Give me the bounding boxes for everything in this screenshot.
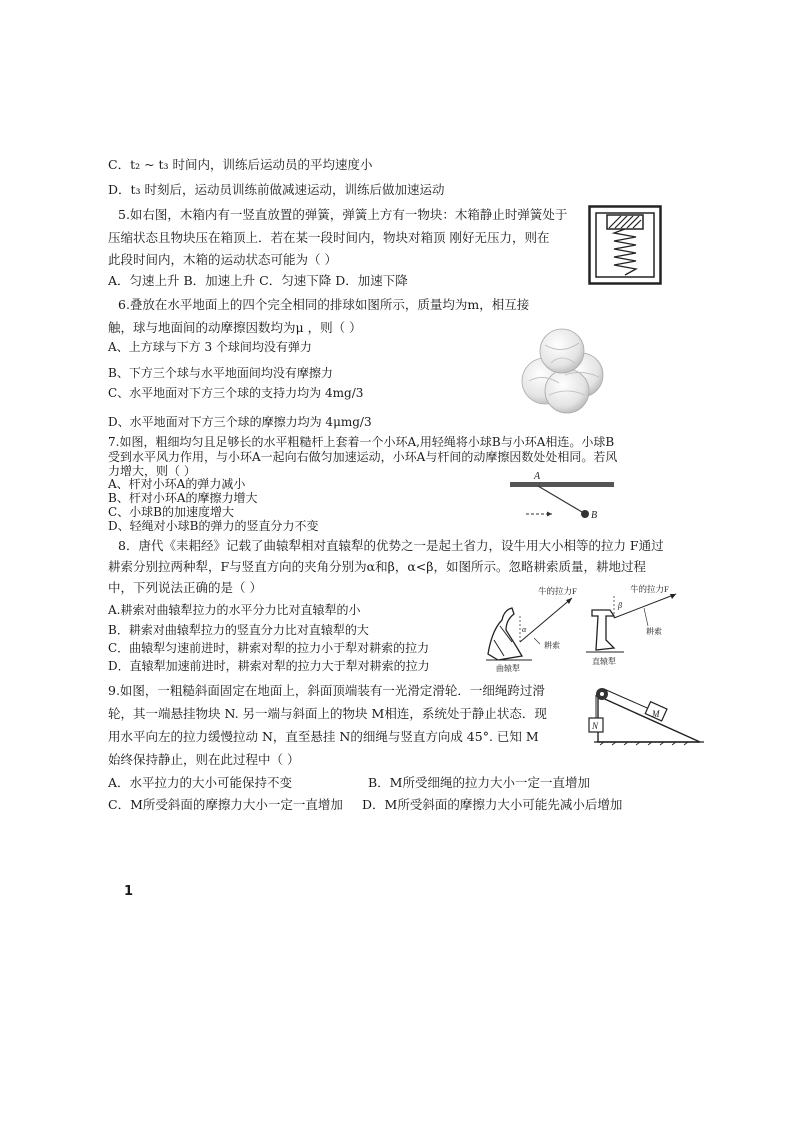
- q5-stem-line3: 此段时间内，木箱的运动状态可能为（ ）: [108, 252, 337, 267]
- q8-left-plow-name: 曲辕犁: [496, 664, 520, 672]
- q8-stem-line3: 中，下列说法正确的是（ ）: [108, 580, 262, 595]
- q6-stem-line2: 触，球与地面间的动摩擦因数均为μ ，则（ ）: [108, 320, 362, 335]
- q7-ring-rod-figure: [506, 468, 618, 526]
- q7-option-b: B、杆对小环A的摩擦力增大: [108, 491, 258, 505]
- q7-ball-b: [581, 510, 589, 518]
- q7-rod: [510, 482, 614, 487]
- q8-right-angle: β: [618, 601, 622, 610]
- q4-option-c: C．t₂ ~ t₃ 时间内，训练后运动员的平均速度小: [108, 157, 373, 172]
- q7-stem-line3: 力增大，则（ ）: [108, 464, 196, 478]
- q7-label-b: B: [591, 510, 598, 521]
- q6-option-d: D、水平地面对下方三个球的摩擦力均为 4μmg/3: [108, 415, 372, 429]
- q5-block: [607, 215, 643, 229]
- q5-box-spring-figure: [588, 205, 662, 285]
- q8-left-rope-label: 耕索: [544, 641, 560, 650]
- q9-stem-line2: 轮，其一端悬挂物块 N. 另一端与斜面上的物块 M相连，系统处于静止状态．现: [108, 706, 547, 721]
- q7-option-c: C、小球B的加速度增大: [108, 505, 235, 519]
- q6-volleyball-stack-figure: [515, 325, 615, 415]
- q6-stem-line1: 6.叠放在水平地面上的四个完全相同的排球如图所示，质量均为m，相互接: [118, 297, 530, 312]
- q6-ball-top: [540, 329, 584, 373]
- q6-option-c: C、水平地面对下方三个球的支持力均为 4mg/3: [108, 386, 364, 400]
- q9-stem-line1: 9.如图，一粗糙斜面固定在地面上，斜面顶端装有一光滑定滑轮．一细绳跨过滑: [108, 683, 545, 698]
- q7-option-a: A、杆对小环A的弹力减小: [108, 477, 246, 491]
- q9-stem-line4: 始终保持静止，则在此过程中（ ）: [108, 752, 300, 767]
- q5-spring: [614, 229, 636, 275]
- q5-stem-line2: 压缩状态且物块压在箱顶上．若在某一段时间内，物块对箱顶 刚好无压力，则在: [108, 230, 550, 245]
- q9-incline-pulley-figure: [580, 684, 708, 748]
- q9-option-c: C．M所受斜面的摩擦力大小一定一直增加: [108, 797, 343, 812]
- q7-option-d: D、轻绳对小球B的弹力的竖直分力不变: [108, 519, 319, 533]
- q9-label-m: M: [652, 709, 660, 719]
- q8-right-force-label: 牛的拉力F: [630, 584, 669, 594]
- q9-incline: [598, 696, 700, 742]
- q8-left-angle: α: [522, 625, 527, 634]
- q9-option-b: B．M所受细绳的拉力大小一定一直增加: [368, 775, 590, 790]
- q6-option-b: B、下方三个球与水平地面间均没有摩擦力: [108, 366, 333, 380]
- q8-right-plow-name: 直辕犁: [592, 657, 616, 666]
- q4-option-d: D．t₃ 时刻后，运动员训练前做减速运动，训练后做加速运动: [108, 182, 445, 197]
- q9-option-d: D．M所受斜面的摩擦力大小可能先减小后增加: [362, 797, 623, 812]
- q8-option-b: B．耕索对曲辕犁拉力的竖直分力比对直辕犁的大: [108, 623, 369, 637]
- q8-option-d: D．直辕犁加速前进时，耕索对犁的拉力大于犁对耕索的拉力: [108, 659, 430, 673]
- q8-stem-line1: 8．唐代《耒耜经》记载了曲辕犁相对直辕犁的优势之一是起土省力，设牛用大小相等的拉力 F通过: [118, 538, 664, 553]
- q7-label-a: A: [534, 471, 541, 482]
- q9-option-a: A．水平拉力的大小可能保持不变: [108, 775, 293, 790]
- q8-right-rope-label: 耕索: [646, 627, 662, 636]
- q5-stem-line1: 5.如右图，木箱内有一竖直放置的弹簧，弹簧上方有一物块：木箱静止时弹簧处于: [118, 207, 568, 222]
- q8-straight-plow-figure: [584, 570, 694, 670]
- q8-option-a: A.耕索对曲辕犁拉力的水平分力比对直辕犁的小: [108, 603, 361, 617]
- q8-stem-line2: 耕索分别拉两种犁，F与竖直方向的夹角分别为α和β，α<β，如图所示。忽略耕索质量，耕地过程: [108, 559, 646, 574]
- page-number: 1: [124, 884, 134, 899]
- q8-left-force-label: 牛的拉力F: [538, 586, 577, 596]
- q7-stem-line1: 7.如图，粗细均匀且足够长的水平粗糙杆上套着一个小环A,用轻绳将小球B与小环A相连。小球B: [108, 435, 615, 449]
- q7-stem-line2: 受到水平风力作用，与小环A一起向右做匀加速运动，小环A与杆间的动摩擦因数处处相同。若风: [108, 450, 618, 464]
- q9-rope-to-m: [604, 689, 654, 711]
- q7-rope: [538, 486, 582, 512]
- q9-stem-line3: 用水平向左的拉力缓慢拉动 N，直至悬挂 N的细绳与竖直方向成 45°. 已知 M: [108, 729, 539, 744]
- q6-option-a: A、上方球与下方 3 个球间均没有弹力: [108, 340, 312, 354]
- q8-option-c: C．曲辕犁匀速前进时，耕索对犁的拉力小于犁对耕索的拉力: [108, 641, 430, 655]
- q5-options: A．匀速上升 B．加速上升 C．匀速下降 D．加速下降: [108, 273, 408, 288]
- q9-label-n: N: [592, 721, 599, 731]
